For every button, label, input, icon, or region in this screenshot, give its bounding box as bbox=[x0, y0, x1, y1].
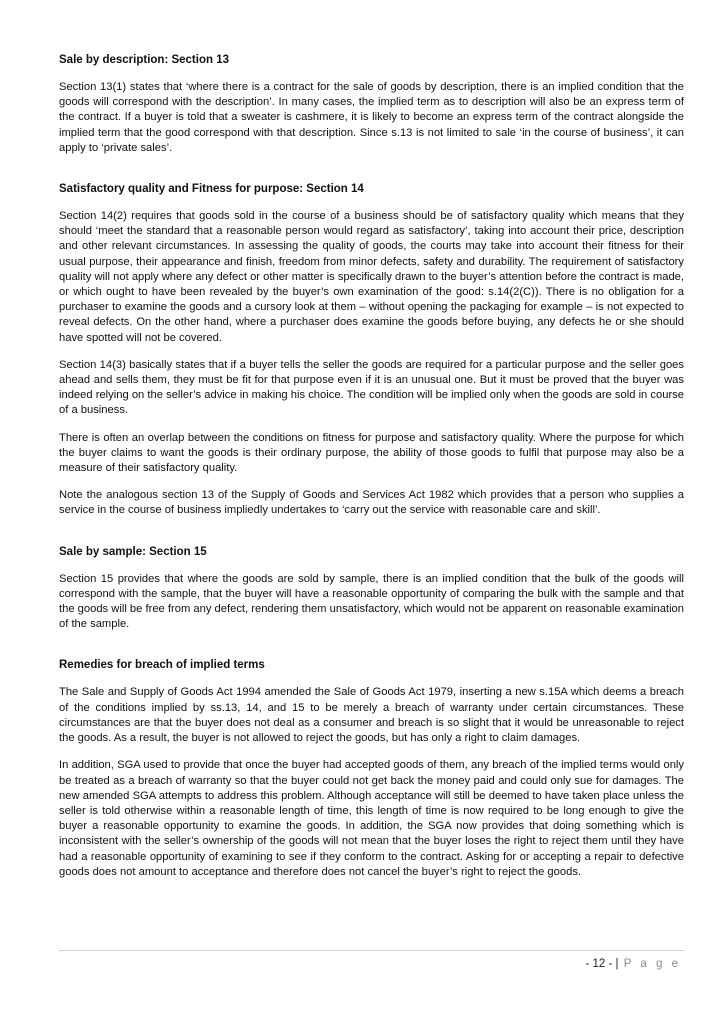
page-number: - 12 - bbox=[585, 958, 613, 970]
section-sale-by-sample bbox=[59, 545, 684, 633]
paragraph: Section 13(1) states that ‘where there is a contract for the sale of goods by description, there is an implied condition that the goods will correspond with the description’. In many cases, the implied term as to description will also be an express term of the contract. If a buyer is told that a sweater is cashmere, it is likely to become an express term of the contract alongside the implied term that the good correspond with that description. Since s.13 is not limited to sale ‘in the course of business’, it can apply to ‘private sales’. bbox=[59, 81, 684, 154]
section-heading: Remedies for breach of implied terms bbox=[59, 659, 265, 672]
section-heading: Sale by description: Section 13 bbox=[59, 54, 229, 66]
section-satisfactory-quality bbox=[59, 182, 684, 519]
page-footer bbox=[586, 958, 682, 970]
paragraph: Note the analogous section 13 of the Supply of Goods and Services Act 1982 which provides that a person who supplies a service in the course of business impliedly undertakes to ‘carry out the service with reasonable care and skill’. bbox=[59, 489, 684, 517]
footer-divider bbox=[59, 950, 684, 951]
footer-separator: | bbox=[615, 958, 619, 970]
paragraph: Section 14(2) requires that goods sold in the course of a business should be of satisfactory quality which means that they should ‘meet the standard that a reasonable person would regard as satisfactory’, taking into account their price, description and other relevant circumstances. In assessing the quality of goods, the courts may take into account their fitness for their usual purpose, their appearance and finish, freedom from minor defects, safety and durability. The requirement of satisfactory quality will not apply where any defect or other matter is specifically drawn to the buyer’s attention before the contract is made, or which ought to have been revealed by the buyer’s own examination of the good: s.14(2(C)). There is no obligation for a purchaser to examine the goods and a cursory look at them – without opening the packaging for example – is not expected to reveal defects. On the other hand, where a purchaser does examine the goods before buying, any defects he or she should have spotted will not be covered. bbox=[59, 210, 684, 344]
section-remedies bbox=[59, 658, 684, 879]
section-sale-by-description bbox=[59, 53, 684, 156]
paragraph: In addition, SGA used to provide that once the buyer had accepted goods of them, any breach of the implied terms would only be treated as a breach of warranty so that the buyer could not get back the money paid and could only sue for damages. The new amended SGA attempts to address this problem. Although acceptance will still be deemed to have taken place unless the seller is told otherwise within a reasonable length of time, this length of time is now required to be long enough to give the buyer a reasonable opportunity to examine the goods. In addition, the SGA now provides that doing something which is inconsistent with the seller’s ownership of the goods will not mean that the buyer loses the right to reject them until they have had a reasonable opportunity of examining to see if they conform to the contract. Asking for or accepting a repair to defective goods does not amount to acceptance and therefore does not cancel the buyer’s right to reject the goods. bbox=[59, 759, 684, 878]
paragraph: There is often an overlap between the conditions on fitness for purpose and satisfactory quality. Where the purpose for which the buyer claims to want the goods is their ordinary purpose, the ability of those goods to fulfil that purpose may also be a measure of their satisfactory quality. bbox=[59, 431, 684, 475]
paragraph: Section 14(3) basically states that if a buyer tells the seller the goods are required for a particular purpose and the seller goes ahead and sells them, they must be fit for that purpose even if it is an unusual one. But it must be proved that the buyer was indeed relying on the seller’s advice in making his choice. The condition will be implied only when the goods are sold in course of a business. bbox=[59, 358, 684, 417]
paragraph: Section 15 provides that where the goods are sold by sample, there is an implied condition that the bulk of the goods will correspond with the sample, that the buyer will have a reasonable opportunity of comparing the bulk with the sample and that the goods will be free from any defect, rendering them unsatisfactory, which would not be apparent on reasonable examination of the sample. bbox=[59, 572, 684, 631]
section-heading: Sale by sample: Section 15 bbox=[59, 545, 207, 558]
paragraph: The Sale and Supply of Goods Act 1994 amended the Sale of Goods Act 1979, inserting a new s.15A which deems a breach of the conditions implied by ss.13, 14, and 15 to be merely a breach of warranty under certain circumstances. These circumstances are that the buyer does not deal as a consumer and breach is so slight that it would be unreasonable to reject the goods. As a result, the buyer is not allowed to reject the goods, but has only a right to claim damages. bbox=[59, 686, 684, 745]
page-label: P a g e bbox=[623, 958, 681, 970]
section-heading: Satisfactory quality and Fitness for purpose: Section 14 bbox=[59, 183, 364, 196]
